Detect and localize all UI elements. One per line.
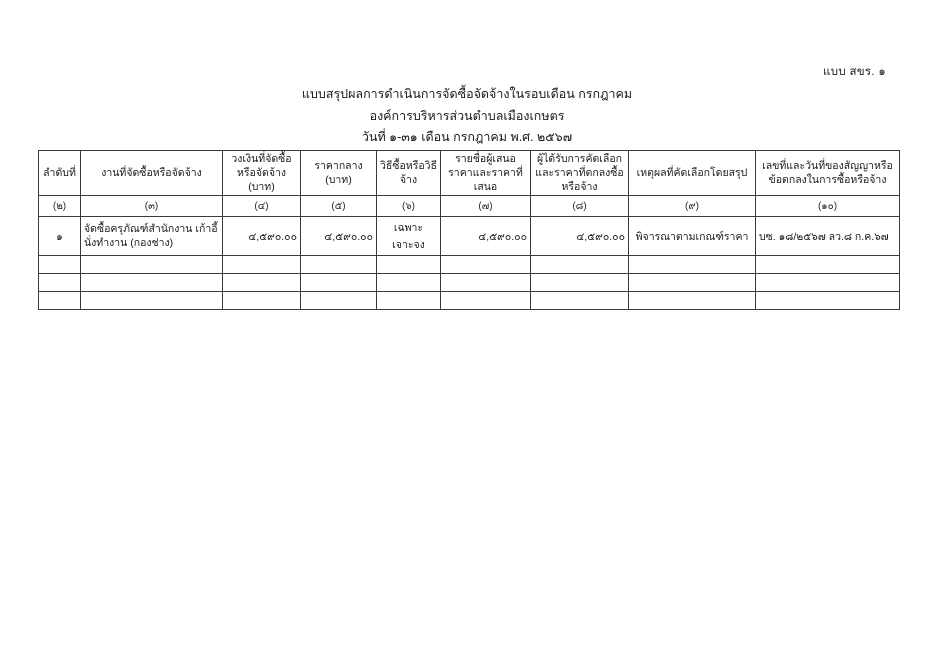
column-number-row <box>39 196 900 217</box>
cell-bidder-price: ๔,๕๙๐.๐๐ <box>441 217 531 256</box>
col-header-mid-price: ราคากลาง (บาท) <box>301 151 377 196</box>
title-line-1: แบบสรุปผลการดำเนินการจัดซื้อจัดจ้างในรอบเดือน กรกฎาคม <box>301 87 633 101</box>
empty-table-row <box>39 274 900 292</box>
cell-selected-price: ๔,๕๙๐.๐๐ <box>531 217 629 256</box>
col-header-job: งานที่จัดซื้อหรือจัดจ้าง <box>81 151 223 196</box>
col-header-contract: เลขที่และวันที่ของสัญญาหรือข้อตกลงในการซื้อหรือจ้าง <box>756 151 900 196</box>
col-header-selected: ผู้ได้รับการคัดเลือกและราคาที่ตกลงซื้อหรือจ้าง <box>531 151 629 196</box>
col-header-method: วิธีซื้อหรือวิธีจ้าง <box>377 151 441 196</box>
col-number: (๑๐) <box>756 196 900 217</box>
col-number: (๓) <box>81 196 223 217</box>
col-number: (๕) <box>301 196 377 217</box>
table-header-row <box>39 151 900 196</box>
cell-contract: บซ. ๑๘/๒๕๖๗ ลว.๘ ก.ค.๖๗ <box>756 217 900 256</box>
col-header-budget: วงเงินที่จัดซื้อหรือจัดจ้าง (บาท) <box>223 151 301 196</box>
cell-mid-price: ๔,๕๙๐.๐๐ <box>301 217 377 256</box>
procurement-summary-table <box>38 150 900 310</box>
cell-job: จัดซื้อครุภัณฑ์สำนักงาน เก้าอี้นั่งทำงาน (กองช่าง) <box>81 217 223 256</box>
col-header-sequence: ลำดับที่ <box>39 151 81 196</box>
cell-method: เฉพาะเจาะจง <box>377 217 441 256</box>
col-number: (๖) <box>377 196 441 217</box>
title-line-3: วันที่ ๑-๓๑ เดือน กรกฎาคม พ.ศ. ๒๕๖๗ <box>361 130 573 144</box>
form-code-label: แบบ สขร. ๑ <box>823 66 886 78</box>
col-number: (๗) <box>441 196 531 217</box>
col-header-bidders: รายชื่อผู้เสนอราคาและราคาที่เสนอ <box>441 151 531 196</box>
col-number: (๙) <box>629 196 756 217</box>
col-header-reason: เหตุผลที่คัดเลือกโดยสรุป <box>629 151 756 196</box>
empty-table-row <box>39 256 900 274</box>
cell-reason: พิจารณาตามเกณฑ์ราคา <box>629 217 756 256</box>
document-title-block <box>0 84 934 149</box>
col-number: (๘) <box>531 196 629 217</box>
table-row <box>39 217 900 256</box>
empty-table-row <box>39 292 900 310</box>
cell-budget: ๔,๕๙๐.๐๐ <box>223 217 301 256</box>
col-number: (๒) <box>39 196 81 217</box>
col-number: (๔) <box>223 196 301 217</box>
title-line-2: องค์การบริหารส่วนตำบลเมืองเกษตร <box>369 108 565 123</box>
cell-sequence: ๑ <box>39 217 81 256</box>
